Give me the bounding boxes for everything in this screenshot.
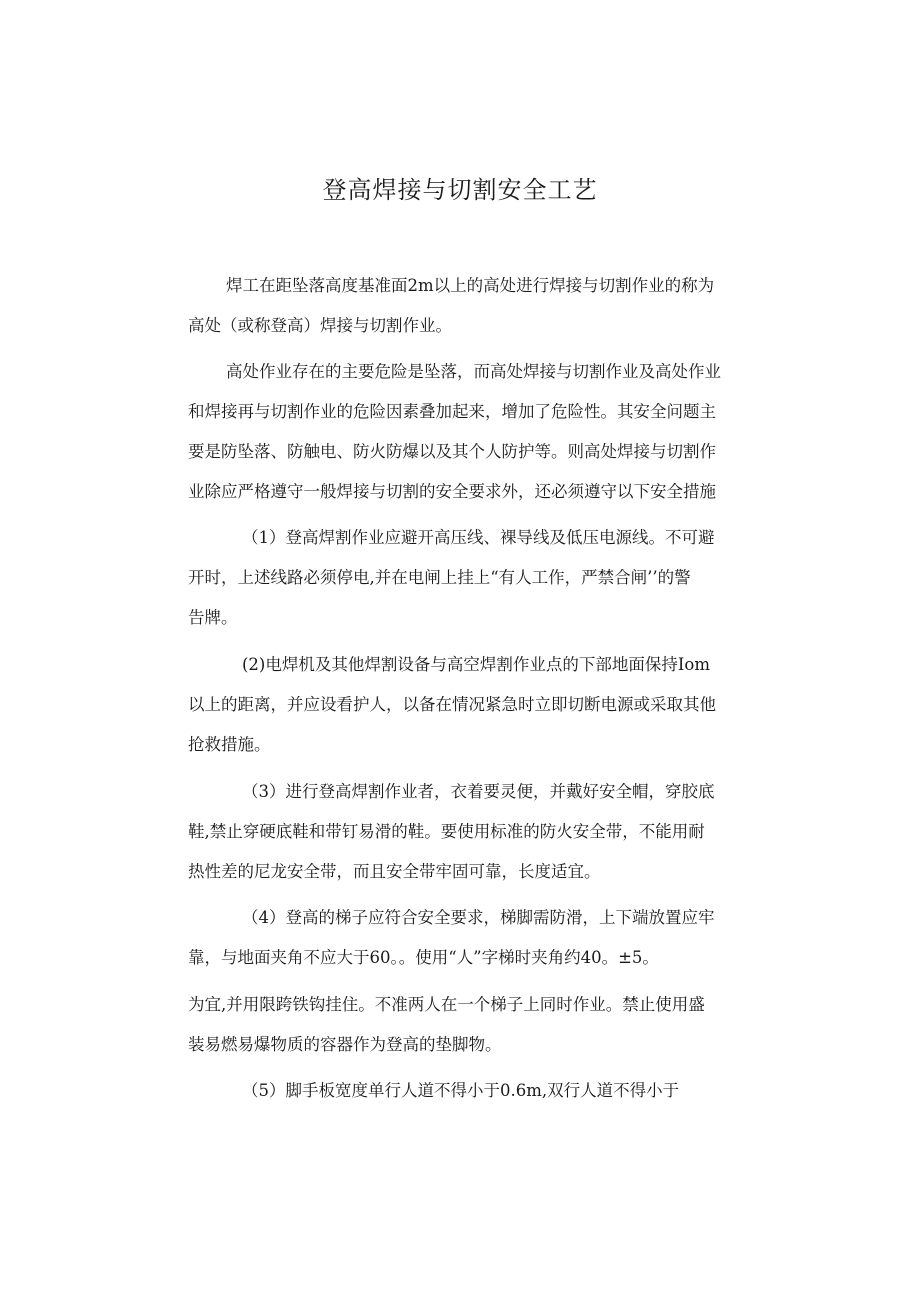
- paragraph-line: 装易燃易爆物质的容器作为登高的垫脚物。: [188, 1035, 502, 1054]
- paragraph-line: 靠，与地面夹角不应大于60。。使用“人”字梯时夹角约40。±5。: [188, 948, 659, 967]
- paragraph-line: 抢救措施。: [188, 735, 271, 754]
- paragraph-line: 告牌。: [188, 608, 238, 627]
- paragraph-line: （1）登高焊割作业应避开高压线、裸导线及低压电源线。不可避: [242, 528, 715, 547]
- paragraph-line: (2)电焊机及其他焊割设备与高空焊割作业点的下部地面保持Iom: [242, 655, 710, 674]
- paragraph-line: 以上的距离，并应设看护人，以备在情况紧急时立即切断电源或采取其他: [188, 695, 716, 714]
- list-item-3: [188, 772, 733, 892]
- paragraph-line: 高处作业存在的主要危险是坠落，而高处焊接与切割作业及高处作业: [226, 362, 721, 381]
- paragraph-line: 为宜,并用限跨铁钩挂住。不准两人在一个梯子上同时作业。禁止使用盛: [188, 995, 705, 1014]
- paragraph-line: 业除应严格遵守一般焊接与切割的安全要求外，还必须遵守以下安全措施: [188, 482, 716, 501]
- paragraph-intro: [188, 266, 733, 346]
- list-item-4-continued: [188, 985, 733, 1065]
- paragraph-line: 高处（或称登高）焊接与切割作业。: [188, 316, 452, 335]
- paragraph-line: （5）脚手板宽度单行人道不得小于0.6m,双行人道不得小于: [242, 1081, 680, 1100]
- paragraph-line: 要是防坠落、防触电、防火防爆以及其个人防护等。则高处焊接与切割作: [188, 442, 716, 461]
- list-item-2: [188, 645, 733, 765]
- paragraph-line: （4）登高的梯子应符合安全要求，梯脚需防滑，上下端放置应牢: [242, 908, 715, 927]
- list-item-1: [188, 518, 733, 638]
- document-title: 登高焊接与切割安全工艺: [322, 176, 598, 204]
- paragraph-hazards: [188, 352, 733, 512]
- paragraph-line: 热性差的尼龙安全带，而且安全带牢固可靠，长度适宜。: [188, 862, 601, 881]
- list-item-4: [188, 898, 733, 978]
- paragraph-line: 和焊接再与切割作业的危险因素叠加起来，增加了危险性。其安全问题主: [188, 402, 716, 421]
- paragraph-line: 焊工在距坠落高度基准面2m以上的高处进行焊接与切割作业的称为: [226, 276, 715, 295]
- list-item-5: [188, 1071, 733, 1111]
- paragraph-line: 开时，上述线路必须停电,并在电闸上挂上“有人工作，严禁合闸’’的警: [188, 568, 691, 587]
- paragraph-line: 鞋,禁止穿硬底鞋和带钉易滑的鞋。要使用标准的防火安全带，不能用耐: [188, 822, 705, 841]
- paragraph-line: （3）进行登高焊割作业者，衣着要灵便，并戴好安全帽，穿胶底: [242, 782, 715, 801]
